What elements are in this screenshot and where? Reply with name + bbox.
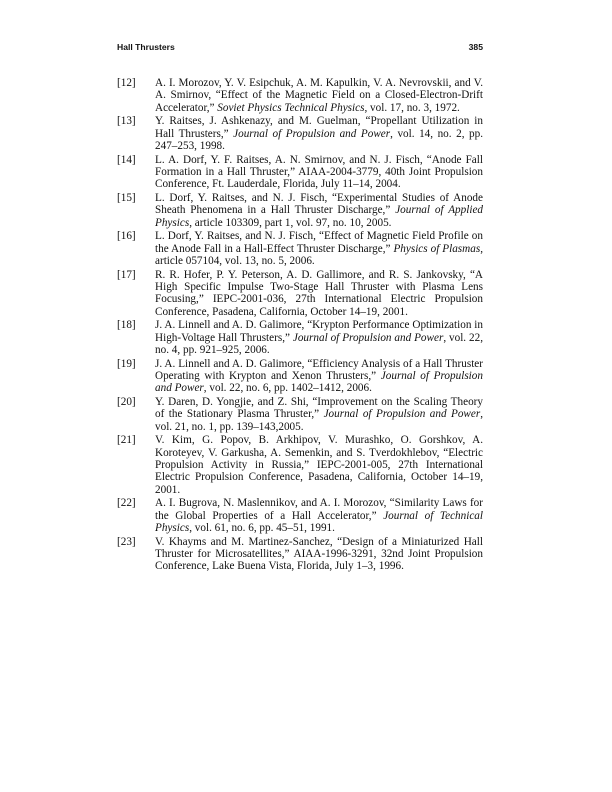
running-title: Hall Thrusters (117, 42, 175, 52)
reference-number: [18] (117, 319, 136, 332)
reference-journal: Journal of Propulsion and Power (292, 331, 444, 344)
reference-number: [12] (117, 77, 136, 89)
reference-journal: Physics of Plasmas (393, 242, 481, 255)
reference-details: , vol. 22, no. 4, pp. 921–925, 2006. (155, 331, 483, 356)
reference-details: , vol. 21, no. 1, pp. 139–143,2005. (155, 408, 483, 433)
reference-item (117, 358, 483, 395)
reference-text: L. A. Dorf, Y. F. Raitses, A. N. Smirnov, and N. J. Fisch, “Anode Fall Formation in a Hall Thruster,” AIAA-2004-3779, 40th Joint Propulsion Conference, Ft. Lauderdale, Florida, July 11–14, 2004. (155, 153, 483, 191)
reference-number: [22] (117, 497, 136, 510)
reference-text: J. A. Linnell and A. D. Galimore, “Krypton Performance Optimization in High-Voltage Hall Thrusters,” (155, 319, 483, 344)
reference-number: [21] (117, 434, 136, 447)
reference-text: A. I. Bugrova, N. Maslennikov, and A. I. Morozov, “Similarity Laws for the Global Properties of a Hall Accelerator,” (155, 497, 483, 522)
reference-item (117, 434, 483, 496)
page-number: 385 (468, 42, 483, 52)
reference-item (117, 396, 483, 433)
reference-details: , vol. 22, no. 6, pp. 1402–1412, 2006. (203, 382, 372, 395)
reference-text: A. I. Morozov, Y. V. Esipchuk, A. M. Kapulkin, V. A. Nevrovskii, and V. A. Smirnov, “Effect of the Magnetic Field on a Closed-Electron-Drift Accelerator,” (155, 77, 483, 114)
reference-text: R. R. Hofer, P. Y. Peterson, A. D. Gallimore, and R. S. Jankovsky, “A High Specific Impulse Two-Stage Hall Thruster with Plasma Lens Focusing,” IEPC-2001-036, 27th International Electric Propulsion Conference, Pasadena, California, October 14–19, 2001. (155, 268, 483, 318)
reference-text: Y. Daren, D. Yongjie, and Z. Shi, “Improvement on the Scaling Theory of the Stationary Plasma Thruster,” (155, 395, 483, 421)
reference-text: Y. Raitses, J. Ashkenazy, and M. Guelman, “Propellant Utilization in Hall Thrusters,” (155, 115, 483, 140)
reference-details: , vol. 61, no. 6, pp. 45–51, 1991. (189, 522, 335, 534)
reference-text: J. A. Linnell and A. D. Galimore, “Efficiency Analysis of a Hall Thruster Operating with Krypton and Xenon Thrusters,” (155, 357, 483, 382)
reference-journal: Journal of Applied Physics (155, 204, 483, 229)
reference-number: [19] (117, 357, 136, 370)
reference-list (117, 77, 483, 574)
running-header (117, 42, 483, 52)
reference-item (117, 192, 483, 229)
reference-text: V. Khayms and M. Martinez-Sanchez, “Design of a Miniaturized Hall Thruster for Microsatellites,” AIAA-1996-3291, 32nd Joint Propulsion Conference, Lake Buena Vista, Florida, July 1–3, 1996. (155, 535, 483, 573)
reference-number: [23] (117, 535, 136, 548)
reference-item (117, 497, 483, 534)
reference-number: [14] (117, 153, 136, 166)
reference-text: V. Kim, G. Popov, B. Arkhipov, V. Murashko, O. Gorshkov, A. Koroteyev, V. Garkusha, A. Semenkin, and S. Tverdokhlebov, “Electric Propulsion Activity in Russia,” IEPC-2001-005, 27th International Electric Propulsion Conference, Pasadena, California, October 14–19, 2001. (155, 434, 483, 496)
reference-text: L. Dorf, Y. Raitses, and N. J. Fisch, “Effect of Magnetic Field Profile on the Anode Fall in a Hall-Effect Thruster Discharge,” (155, 230, 483, 255)
reference-item (117, 536, 483, 573)
reference-item (117, 230, 483, 267)
reference-details: , vol. 17, no. 3, 1972. (364, 101, 460, 114)
reference-number: [16] (117, 230, 136, 243)
reference-journal: Journal of Propulsion and Power (155, 369, 483, 395)
reference-text: L. Dorf, Y. Raitses, and N. J. Fisch, “Experimental Studies of Anode Sheath Phenomena in a Hall Thruster Discharge,” (155, 191, 483, 217)
reference-item (117, 154, 483, 191)
reference-details: , article 057104, vol. 13, no. 5, 2006. (155, 242, 483, 267)
reference-item (117, 319, 483, 356)
reference-number: [17] (117, 268, 136, 281)
reference-item (117, 269, 483, 318)
reference-journal: Journal of Propulsion and Power (323, 408, 481, 421)
reference-details: , article 103309, part 1, vol. 97, no. 10, 2005. (189, 216, 392, 229)
reference-number: [15] (117, 191, 136, 204)
reference-number: [20] (117, 395, 136, 408)
reference-number: [13] (117, 115, 136, 128)
reference-details: , vol. 14, no. 2, pp. 247–253, 1998. (155, 127, 484, 153)
reference-journal: Soviet Physics Technical Physics (217, 101, 365, 114)
reference-journal: Journal of Propulsion and Power (233, 127, 391, 140)
reference-item (117, 77, 483, 114)
reference-journal: Journal of Technical Physics (155, 509, 484, 534)
reference-item (117, 115, 483, 152)
